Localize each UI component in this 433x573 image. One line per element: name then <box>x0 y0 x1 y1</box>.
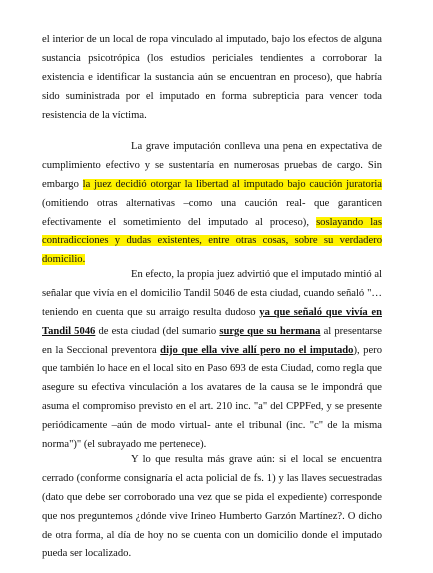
text-line <box>42 342 382 361</box>
paragraph-4 <box>42 451 382 564</box>
text-run: embargo <box>42 178 83 190</box>
text-run: pueda ser localizado. <box>42 548 132 560</box>
text-run: En efecto, la propia juez advirtió que el imputado mintió al <box>131 269 382 280</box>
text-run: en la Seccional preventora <box>42 344 161 356</box>
text-line <box>42 69 382 88</box>
text-run: sustancia psicotrópica (los estudios periciales tendientes a corroborar la <box>42 52 382 64</box>
text-run: resistencia de la víctima. <box>42 109 147 121</box>
text-line <box>42 88 382 107</box>
text-run: señalar que vivía en el domicilio Tandil 5046 de esta ciudad, cuando señaló "… <box>42 287 382 299</box>
highlighted-text: la juez decidió otorgar la libertad al imputado bajo caución juratoria <box>82 178 382 190</box>
text-run: de otra forma, al día de hoy no se cuenta con un domicilio donde el imputado <box>42 529 382 541</box>
underlined-bold-text: dijo que ella vive allí pero no el imputado <box>160 344 354 356</box>
text-line <box>42 545 382 564</box>
highlighted-text: contradicciones y dudas existentes, entre otras cosas, sobre su verdadero <box>42 235 382 247</box>
text-run: cumplimiento efectivo y se sustentaría en numerosas pruebas de cargo. Sin <box>42 159 382 171</box>
text-line <box>42 323 382 342</box>
highlighted-text: soslayando las <box>316 216 382 228</box>
text-run: cerrado (conforme consignaría el acta policial de fs. 1) y las llaves secuestradas <box>42 472 382 484</box>
text-line <box>42 107 382 126</box>
text-run: que nos preguntemos ¿dónde vive Irineo Humberto Garzón Martínez?. O dicho <box>42 510 382 522</box>
text-line <box>42 527 382 546</box>
text-run: existencia e identificar la sustancia aún se encuentran en proceso), que habría <box>42 71 382 83</box>
text-run: al presentarse <box>320 325 382 337</box>
text-line <box>42 232 382 251</box>
text-line <box>42 266 382 285</box>
text-line <box>42 285 382 304</box>
text-line <box>42 489 382 508</box>
text-line <box>42 470 382 489</box>
text-run: periódicamente –aún de modo virtual- ante el tribunal (inc. "c" de la misma <box>42 420 382 432</box>
text-line <box>42 195 382 214</box>
text-line <box>42 138 382 157</box>
paragraph-3 <box>42 266 382 455</box>
underlined-bold-text: Tandil 5046 <box>42 325 96 337</box>
text-line <box>42 50 382 69</box>
text-line <box>42 157 382 176</box>
text-run: teniendo en cuenta que su arraigo resulta dudoso <box>42 306 260 318</box>
text-run: Y lo que resulta más grave aún: si el local se encuentra <box>131 454 382 465</box>
text-run: asegure su efectiva vinculación a los avatares de la causa se le impondrá que <box>42 382 382 394</box>
text-line <box>42 214 382 233</box>
text-run: el interior de un local de ropa vinculado al imputado, bajo los efectos de alguna <box>42 34 382 45</box>
text-line <box>42 31 382 50</box>
text-line <box>42 360 382 379</box>
text-run: ), pero <box>353 344 382 356</box>
text-line <box>42 398 382 417</box>
highlighted-text: domicilio. <box>42 254 86 266</box>
text-run: que también lo hace en el local sito en Paso 693 de esta Ciudad, como regla que <box>42 363 382 375</box>
text-run: (omitiendo otras alternativas –como una caución real- que garanticen <box>42 197 382 209</box>
text-run: norma")" (el subrayado me pertenece). <box>42 439 207 451</box>
text-run: (dato que debe ser corroborado una vez que se pida el expediente) corresponde <box>42 491 382 503</box>
paragraph-2 <box>42 138 382 270</box>
text-line <box>42 379 382 398</box>
text-line <box>42 417 382 436</box>
text-run: de esta ciudad (del sumario <box>95 325 220 337</box>
text-line <box>42 176 382 195</box>
paragraph-1 <box>42 31 382 125</box>
text-line <box>42 451 382 470</box>
underlined-bold-text: ya que señaló que vivía en <box>259 306 382 318</box>
text-run: asuma el compromiso previsto en el art. 210 inc. "a" del CPPFed, y se presente <box>42 401 382 413</box>
text-run: La grave imputación conlleva una pena en expectativa de <box>131 141 382 152</box>
text-line <box>42 508 382 527</box>
underlined-bold-text: surge que su hermana <box>219 325 321 337</box>
text-run: sido suministrada por el imputado en forma subrepticia para vencer toda <box>42 90 382 102</box>
text-line <box>42 304 382 323</box>
text-run: efectivamente el sometimiento del imputado al proceso), <box>42 216 317 228</box>
